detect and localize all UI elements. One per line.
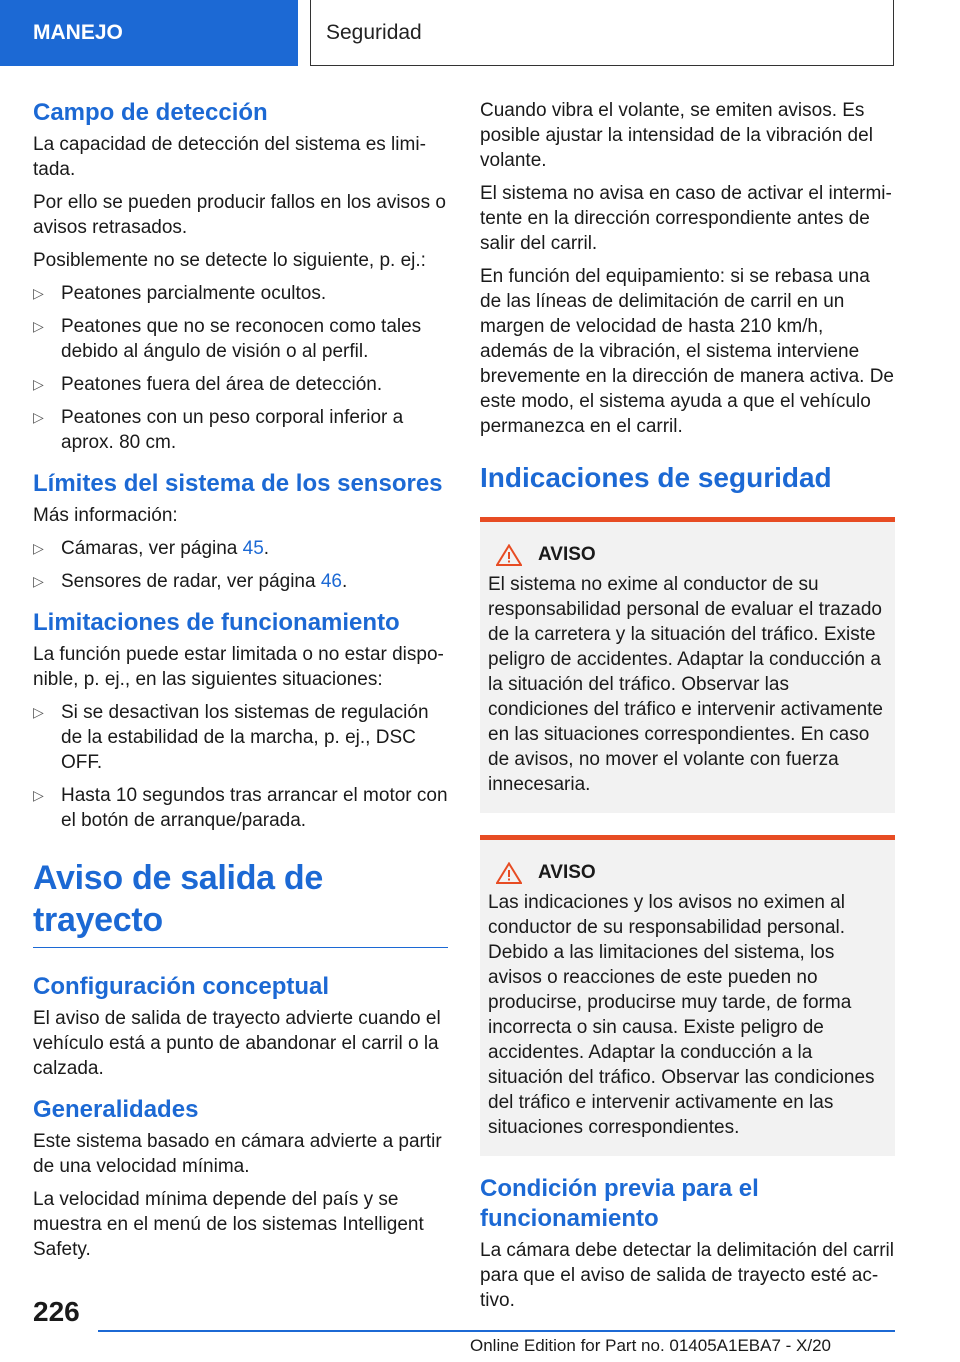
section-heading: Campo de detección bbox=[33, 99, 268, 126]
triangle-bullet-icon: ▷ bbox=[33, 409, 44, 425]
triangle-bullet-icon: ▷ bbox=[33, 540, 44, 556]
warning-text: El sistema no exime al conductor de su responsabilidad personal de evaluar el trazado de la carretera y la situación del tráfico. Existe peligro de accidentes. Adaptar la conducción a la situación del tráfico. Observar las condiciones del tráfico e intervenir activamente en las situaciones correspondientes. En caso de avisos, no mover el volante con fuerza innecesaria. bbox=[488, 574, 883, 795]
paragraph: En función del equipamiento: si se rebasa una de las líneas de delimitación de carril en un margen de velocidad de hasta 210 km/h, además de la vibración, el sistema interviene brevemente en la dirección de manera activa. De este modo, el sistema ayuda a que el vehículo permanezca en el carril. bbox=[480, 266, 895, 437]
warning-header bbox=[488, 862, 887, 884]
warning-label: AVISO bbox=[538, 862, 596, 883]
section-campo-deteccion bbox=[33, 98, 448, 455]
list-item-text: Peatones fuera del área de detección. bbox=[61, 374, 383, 395]
triangle-bullet-icon: ▷ bbox=[33, 285, 44, 301]
list-item-text: Peatones con un peso corporal inferior a aprox. 80 cm. bbox=[61, 407, 404, 453]
paragraph: La velocidad mínima depende del país y se muestra en el menú de los sistemas Intelligent Safety. bbox=[33, 1189, 424, 1260]
triangle-bullet-icon: ▷ bbox=[33, 573, 44, 589]
warning-box bbox=[480, 517, 895, 813]
section-generalidades bbox=[33, 1095, 448, 1262]
footer-edition: Online Edition for Part no. 01405A1EBA7 - X/20 bbox=[470, 1336, 832, 1355]
chapter-heading: Aviso de salida de trayecto bbox=[33, 857, 448, 948]
list-item bbox=[33, 281, 448, 306]
paragraph: Cuando vibra el volante, se emiten avisos. Es posible ajustar la intensidad de la vibración del volante. bbox=[480, 100, 873, 171]
paragraph: La cámara debe detectar la delimitación del carril para que el aviso de salida de trayecto esté activo. bbox=[480, 1240, 894, 1311]
footer-divider bbox=[98, 1330, 895, 1332]
triangle-bullet-icon: ▷ bbox=[33, 704, 44, 720]
safety-heading: Indicaciones de seguridad bbox=[480, 462, 832, 493]
list-item-text: Hasta 10 segundos tras arrancar el motor con el botón de arranque/parada. bbox=[61, 785, 448, 831]
page-link-46[interactable]: 46 bbox=[320, 571, 342, 592]
paragraph: Posiblemente no se detecte lo siguiente, p. ej.: bbox=[33, 250, 426, 271]
paragraph: La función puede estar limitada o no estar disponible, p. ej., en las siguientes situaciones: bbox=[33, 644, 444, 690]
warning-triangle-icon bbox=[496, 544, 522, 566]
bullet-list bbox=[33, 700, 448, 833]
list-item-text: Sensores de radar, ver página bbox=[61, 571, 321, 592]
bullet-list bbox=[33, 281, 448, 455]
paragraph: Por ello se pueden producir fallos en los avisos o avisos retrasados. bbox=[33, 192, 446, 238]
section-heading: Límites del sistema de los sensores bbox=[33, 470, 443, 497]
section-heading: Limitaciones de funcionamiento bbox=[33, 609, 400, 636]
warning-label: AVISO bbox=[538, 544, 596, 565]
list-item bbox=[33, 405, 448, 455]
section-limitaciones bbox=[33, 608, 448, 833]
warning-triangle-icon bbox=[496, 862, 522, 884]
triangle-bullet-icon: ▷ bbox=[33, 376, 44, 392]
list-item-text: Si se desactivan los sistemas de regulación de la estabilidad de la marcha, p. ej., DSC OFF. bbox=[61, 702, 429, 773]
warning-text: Las indicaciones y los avisos no eximen al conductor de su responsabilidad personal. Debido a las limitaciones del sistema, los avisos o reacciones de este pueden no producirse, producirse muy tarde, de forma incorrecta o sin causa. Existe peligro de accidentes. Adaptar la conducción a la situación del tráfico. Observar las condiciones del tráfico e intervenir activamente en las situaciones correspondientes. bbox=[488, 892, 875, 1138]
triangle-bullet-icon: ▷ bbox=[33, 787, 44, 803]
section-heading: Configuración conceptual bbox=[33, 973, 330, 1000]
section-heading: Generalidades bbox=[33, 1096, 199, 1123]
paragraph: El sistema no avisa en caso de activar el intermitente en la dirección correspondiente antes de salir del carril. bbox=[480, 183, 892, 254]
page-link-45[interactable]: 45 bbox=[242, 538, 264, 559]
section-tab: MANEJO bbox=[0, 0, 298, 66]
triangle-bullet-icon: ▷ bbox=[33, 318, 44, 334]
page-number: 226 bbox=[33, 1296, 80, 1327]
list-item: ▷ Sensores de radar, ver página 46. bbox=[33, 571, 348, 592]
paragraph: La capacidad de detección del sistema es limitada. bbox=[33, 134, 426, 180]
paragraph: El aviso de salida de trayecto advierte cuando el vehículo está a punto de abandonar el carril o la calzada. bbox=[33, 1008, 441, 1079]
list-item bbox=[33, 372, 448, 397]
chapter-block bbox=[33, 857, 448, 948]
warning-box bbox=[480, 835, 895, 1156]
page-header-title: Seguridad bbox=[310, 0, 894, 66]
list-item bbox=[33, 314, 448, 364]
list-item bbox=[33, 700, 448, 775]
bullet-list bbox=[33, 536, 448, 594]
right-column bbox=[480, 98, 895, 1321]
section-configuracion bbox=[33, 972, 448, 1081]
left-column bbox=[33, 98, 448, 1270]
section-limites-sensores bbox=[33, 469, 448, 594]
paragraph: Más información: bbox=[33, 505, 178, 526]
warning-header bbox=[488, 544, 887, 566]
list-item bbox=[33, 783, 448, 833]
list-item-text: Cámaras, ver página bbox=[61, 538, 243, 559]
list-item: ▷ Cámaras, ver página 45. bbox=[33, 538, 270, 559]
list-item-text: Peatones parcialmente ocultos. bbox=[61, 283, 327, 304]
section-heading: Condición previa para el funcionamiento bbox=[480, 1175, 759, 1232]
list-item-text: Peatones que no se reconocen como tales debido al ángulo de visión o al perfil. bbox=[61, 316, 422, 362]
paragraph: Este sistema basado en cámara advierte a partir de una velocidad mínima. bbox=[33, 1131, 442, 1177]
